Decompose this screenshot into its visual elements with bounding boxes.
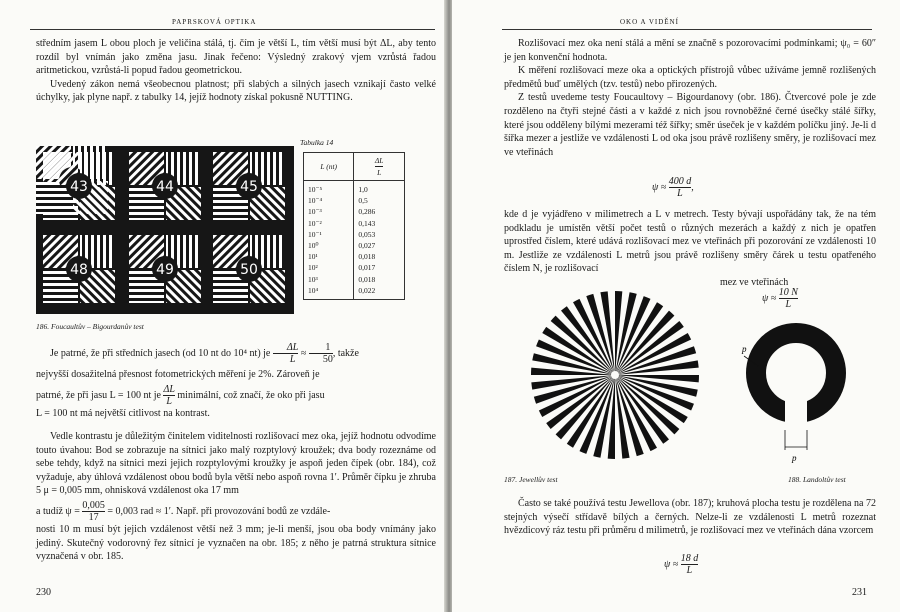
- jewell-center: [611, 371, 619, 379]
- table-header-row: [304, 153, 405, 181]
- running-head: PAPRSKOVÁ OPTIKA: [172, 18, 257, 26]
- page-number: 231: [852, 587, 867, 598]
- fraction-denominator: L: [289, 354, 296, 365]
- table-cell: 0,027: [354, 240, 405, 251]
- paragraph-text: a tudíž ψ =: [36, 505, 80, 517]
- paragraph-text: kde d je vyjádřeno v milimetrech a L v metrech. Testy bývají uspořádány tak, že na tém podkladu je umístěn větší počet testů o různých mezerách a každý z nich je opatřen uprostřed číslem, které udává rozlišovací mez ve vteřinách při pozorování ze vzdálenosti 10 m. Jestliže ze vzdálenosti L metrů jsou právě rozlišeny směry čárek u testu opatřeného číslem N, je rozlišovací: [504, 209, 876, 275]
- table-row: [304, 218, 405, 229]
- table-cell: 0,022: [354, 285, 405, 300]
- table-row: [304, 274, 405, 285]
- formula-text: ψ ≈: [652, 181, 667, 193]
- tile-label: 44: [156, 179, 174, 195]
- formula: [664, 553, 698, 576]
- table-cell: 10¹: [304, 251, 354, 262]
- table-header: L (nt): [304, 153, 354, 181]
- fraction-denominator: 17: [88, 511, 99, 523]
- table-row: [304, 240, 405, 251]
- approx-sign: ≈: [300, 347, 307, 359]
- table-cell: 0,018: [354, 251, 405, 262]
- table-14: [303, 152, 405, 300]
- fraction: [163, 384, 174, 407]
- paragraph: [36, 37, 436, 105]
- running-head: OKO A VIDĚNÍ: [620, 18, 679, 26]
- jewell-sector: [615, 291, 622, 375]
- formula: [762, 287, 798, 310]
- table-row: [304, 181, 405, 196]
- fraction-denominator: L: [677, 188, 683, 199]
- tile-label: 43: [70, 179, 88, 195]
- jewell-sector: [615, 375, 699, 382]
- table-cell: 10⁻²: [304, 218, 354, 229]
- table-cell: 0,017: [354, 262, 405, 273]
- paragraph-text: nejvyšší dosažitelná přesnost fotometrických měření je 2%. Zároveň je: [36, 369, 320, 380]
- right-page: [452, 0, 900, 612]
- paragraph-text: Uvedený zákon nemá všeobecnou platnost; při slabých a silných jasech vznikají často velké úchylky, jak plyne např. z tabulky 14, jejíž hodnoty získal pokusně NUTTING.: [36, 78, 436, 104]
- paragraph: [36, 430, 436, 564]
- left-page: [0, 0, 446, 612]
- paragraph-text: K měření rozlišovací meze oka a optických přístrojů vůbec užíváme jemně rozlišených předmětů buď umělých (tzv. testů) nebo přirozených.: [504, 65, 876, 90]
- table-cell: 0,286: [354, 206, 405, 217]
- paragraph: [504, 37, 876, 159]
- fraction-denominator: L: [686, 565, 693, 576]
- fraction: [273, 342, 298, 365]
- jewell-sector: [531, 368, 615, 375]
- dimension-label: p: [792, 453, 797, 463]
- fraction-numerator: 10 N: [778, 287, 798, 298]
- table-cell: 10⁻³: [304, 206, 354, 217]
- formula-text: ,: [691, 181, 694, 193]
- jewell-sector: [608, 375, 615, 459]
- paragraph-text: nosti 10 m musí být jejich vzdálenost větší než 3 mm; je-li menší, jsou oba body vnímány jako jediný. Skutečný vodorovný řez sítnicí je vyznačen na obr. 185; z něho je patrná struktura sítnice vyznačená v obr. 185.: [36, 523, 436, 563]
- fraction-numerator: ΔL: [163, 383, 175, 395]
- formula-text: ψ ≈: [762, 292, 777, 304]
- tile-label: 50: [240, 262, 258, 278]
- fraction-denominator: L: [785, 299, 792, 310]
- foucault-test-figure: [36, 146, 294, 314]
- header-rule: [30, 29, 435, 30]
- figure-caption: 188. Landoltův test: [788, 475, 846, 484]
- header-rule: [502, 29, 872, 30]
- table-cell: 10⁻¹: [304, 229, 354, 240]
- fraction: [669, 176, 692, 199]
- fraction: [375, 155, 384, 178]
- formula: [652, 176, 694, 199]
- jewell-test-figure: [528, 288, 702, 462]
- table-cell: 0,5: [354, 195, 405, 206]
- tile-label: 48: [70, 262, 88, 278]
- table-row: [304, 262, 405, 273]
- fraction-denominator: L: [377, 168, 382, 177]
- fraction-numerator: ΔL: [374, 156, 384, 165]
- fraction-numerator: 400 d: [668, 176, 692, 187]
- table-row: [304, 206, 405, 217]
- paragraph-text: = 0,003 rad ≈ 1′. Např. při provozování bodů ze vzdále-: [107, 505, 331, 517]
- ring-gap: [785, 390, 807, 430]
- paragraph-text: L = 100 nt má největší citlivost na kontrast.: [36, 407, 210, 419]
- paragraph-text: patrné, že při jasu L = 100 nt je: [36, 389, 161, 401]
- tile-label: 45: [240, 179, 258, 195]
- fraction-denominator: L: [166, 395, 172, 407]
- fraction: [681, 553, 699, 576]
- fraction: [779, 287, 798, 310]
- table-cell: 10⁻⁴: [304, 195, 354, 206]
- landolt-ring-figure: [734, 316, 854, 464]
- paragraph-line: [36, 384, 436, 407]
- table-title: Tabulka 14: [300, 138, 334, 147]
- paragraph-text: Často se také používá testu Jewellova (obr. 187); kruhová plocha testu je rozdělena na 72 stejných výsečí střídavě bílých a černých. Nelze-li ze vzdálenosti L metrů rozeznat hvězdicový ráz testu při průměru d milimetrů, je rozlišovací mez ve vteřinách dána vzorcem: [504, 498, 876, 537]
- formula-text: ψ ≈: [664, 558, 679, 570]
- paragraph: [36, 342, 436, 420]
- paragraph-text: Je patrné, že při středních jasech (od 10 nt do 10⁴ nt) je: [50, 347, 271, 359]
- paragraph-text: mez ve vteřinách: [720, 276, 789, 288]
- fraction-numerator: 0,005: [82, 499, 105, 511]
- figure-caption: 187. Jewellův test: [504, 475, 558, 484]
- table-row: [304, 195, 405, 206]
- paragraph: [504, 497, 876, 538]
- fraction-numerator: ΔL: [273, 342, 298, 354]
- table-cell: 0,018: [354, 274, 405, 285]
- table-row: [304, 251, 405, 262]
- paragraph-line: [36, 342, 436, 365]
- paragraph-text: Z testů uvedeme testy Foucaultovy – Bigourdanovy (obr. 186). Čtvercové pole je zde rozděleno na čtyři stejné části a v každé z nich jsou rovnoběžné černé úsečky stálé šířky, které jsou odděleny bílými mezerami též šířky; směr úseček je v každém políčku jiný. Je-li d šířka mezer a jestliže ve vzdálenosti L od oka jsou právě rozlišeny směry, je rozlišovací mez ve vteřinách: [504, 92, 876, 158]
- fraction: [82, 500, 105, 523]
- table-row: [304, 229, 405, 240]
- paragraph-line: [36, 500, 436, 523]
- dimension-label: p: [742, 344, 747, 354]
- table-cell: 10²: [304, 262, 354, 273]
- table-cell: 10⁰: [304, 240, 354, 251]
- paragraph-text: , takže: [332, 347, 359, 359]
- fraction-numerator: 18 d: [680, 553, 699, 564]
- fraction-denominator: 50: [322, 354, 333, 365]
- table-row: [304, 285, 405, 300]
- table-header: [354, 153, 405, 181]
- table-cell: 10³: [304, 274, 354, 285]
- paragraph-text: středním jasem L obou ploch je veličina stálá, tj. čím je větší L, tím větší musí být ΔL, aby tento rozdíl byl vnímán jako změna jasu. Jinak řečeno: Výsledný zrakový vjem vzrůstá řadou aritmetickou, vzrůstá-li popud řadou geometrickou.: [36, 38, 436, 77]
- table-cell: 0,053: [354, 229, 405, 240]
- paragraph-text: Rozlišovací mez oka není stálá a mění se značně s pozorovacími podmínkami; ψ₀ = 60″ je jen konvenční hodnota.: [504, 38, 876, 63]
- table-cell: 1,0: [354, 181, 405, 196]
- figure-caption: 186. Foucaultův – Bigourdanův test: [36, 322, 144, 331]
- paragraph-text: Vedle kontrastu je důležitým činitelem viditelnosti rozlišovací mez oka, jejíž hodnotu odvodíme touto úvahou: Bod se zobrazuje na sítnici jako malý rozptylový kroužek; dva body rozeznáme od sebe tehdy, když na sítnici mezi jejich rozptylovými kroužky je aspoň jeden čípek (obr. 184), což vyžaduje, aby úhlová vzdálenost obou bodů byla větší nebo aspoň rovna 1′. Průměr čípku je zhruba 5 μ = 0,005 mm, ohnisková vzdálenost oka 17 mm: [36, 431, 436, 497]
- paragraph: [504, 208, 876, 290]
- fraction-numerator: 1: [309, 342, 333, 354]
- table-cell: 0,143: [354, 218, 405, 229]
- table-cell: 10⁴: [304, 285, 354, 300]
- tile-label: 49: [156, 262, 174, 278]
- fraction: [309, 342, 333, 365]
- paragraph-text: minimální, což značí, že oko při jasu: [177, 389, 325, 401]
- page-number: 230: [36, 587, 51, 598]
- table-cell: 10⁻⁵: [304, 181, 354, 196]
